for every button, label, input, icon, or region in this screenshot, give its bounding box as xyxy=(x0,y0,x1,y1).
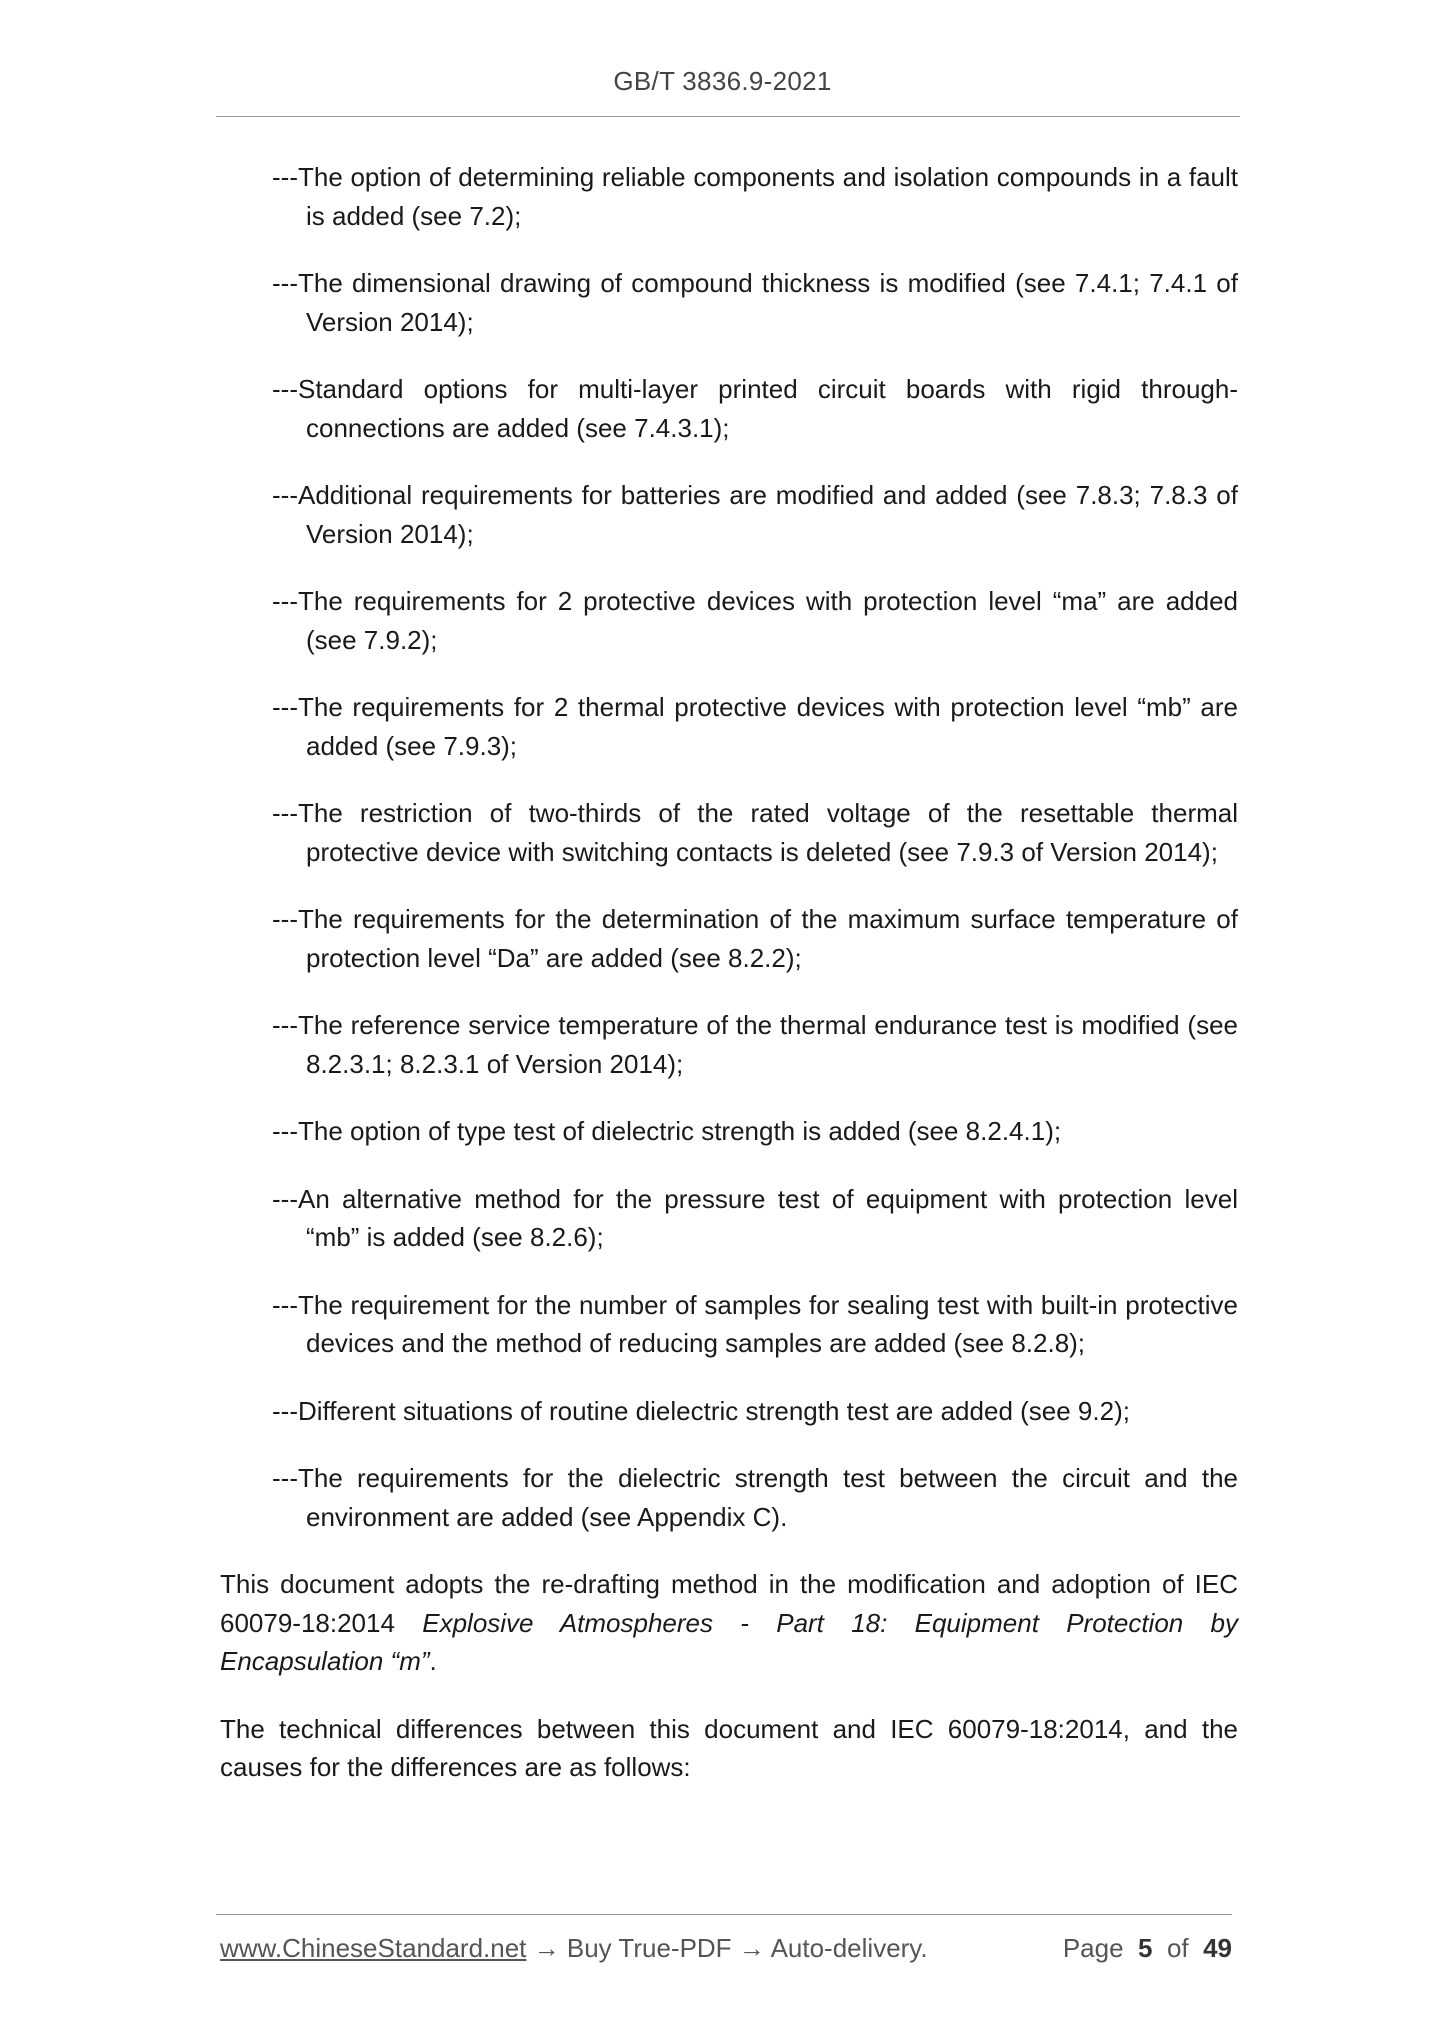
change-item: ---The restriction of two-thirds of the rated voltage of the resettable thermal protective device with switching contacts is deleted (see 7.9.3 of Version 2014); xyxy=(272,798,1238,867)
page-body xyxy=(220,158,1238,1816)
change-item: ---Standard options for multi-layer printed circuit boards with rigid through-connections are added (see 7.4.3.1); xyxy=(272,374,1238,443)
page-number: 5 xyxy=(1138,1933,1153,1963)
change-item: ---The requirements for the dielectric strength test between the circuit and the environment are added (see Appendix C). xyxy=(272,1463,1238,1532)
change-item: ---The option of determining reliable components and isolation compounds in a fault is added (see 7.2); xyxy=(272,162,1238,231)
change-item: ---The dimensional drawing of compound thickness is modified (see 7.4.1; 7.4.1 of Version 2014); xyxy=(272,268,1238,337)
change-list xyxy=(220,158,1238,1536)
change-item: ---Additional requirements for batteries are modified and added (see 7.8.3; 7.8.3 of Version 2014); xyxy=(272,480,1238,549)
promo-text: → Buy True-PDF → Auto-delivery. xyxy=(526,1933,928,1963)
adoption-title: Explosive Atmospheres - Part 18: Equipment Protection by Encapsulation “m” xyxy=(220,1607,1238,1676)
footer-promo xyxy=(220,1933,928,1964)
change-item: ---The requirements for 2 thermal protective devices with protection level “mb” are added (see 7.9.3); xyxy=(272,692,1238,761)
document-header xyxy=(0,66,1445,97)
adoption-suffix: . xyxy=(429,1646,437,1676)
change-item: ---The requirements for 2 protective devices with protection level “ma” are added (see 7.9.2); xyxy=(272,586,1238,655)
change-item: ---An alternative method for the pressure test of equipment with protection level “mb” is added (see 8.2.6); xyxy=(272,1183,1238,1252)
page-indicator xyxy=(1063,1933,1232,1964)
adoption-prefix: This document adopts the re-drafting method in the modification and adoption of IEC 60079-18:2014 xyxy=(220,1569,1238,1638)
change-item: ---The requirements for the determination of the maximum surface temperature of protection level “Da” are added (see 8.2.2); xyxy=(272,904,1238,973)
change-item: ---The requirement for the number of samples for sealing test with built-in protective devices and the method of reducing samples are added (see 8.2.8); xyxy=(272,1289,1238,1358)
adoption-paragraph xyxy=(220,1565,1238,1681)
page-label: Page xyxy=(1062,1933,1124,1963)
footer-divider xyxy=(216,1914,1232,1915)
change-item: ---Different situations of routine dielectric strength test are added (see 9.2); xyxy=(272,1395,1130,1426)
of-label: of xyxy=(1166,1933,1189,1963)
change-item: ---The reference service temperature of the thermal endurance test is modified (see 8.2.3.1; 8.2.3.1 of Version 2014); xyxy=(272,1010,1238,1079)
differences-intro: The technical differences between this document and IEC 60079-18:2014, and the causes for the differences are as follows: xyxy=(220,1713,1238,1782)
total-pages: 49 xyxy=(1203,1933,1232,1963)
page-footer xyxy=(220,1933,1232,1969)
website-link[interactable]: www.ChineseStandard.net xyxy=(220,1933,527,1963)
standard-number: GB/T 3836.9-2021 xyxy=(613,66,832,96)
header-divider xyxy=(216,116,1240,117)
change-item: ---The option of type test of dielectric strength is added (see 8.2.4.1); xyxy=(272,1116,1062,1146)
